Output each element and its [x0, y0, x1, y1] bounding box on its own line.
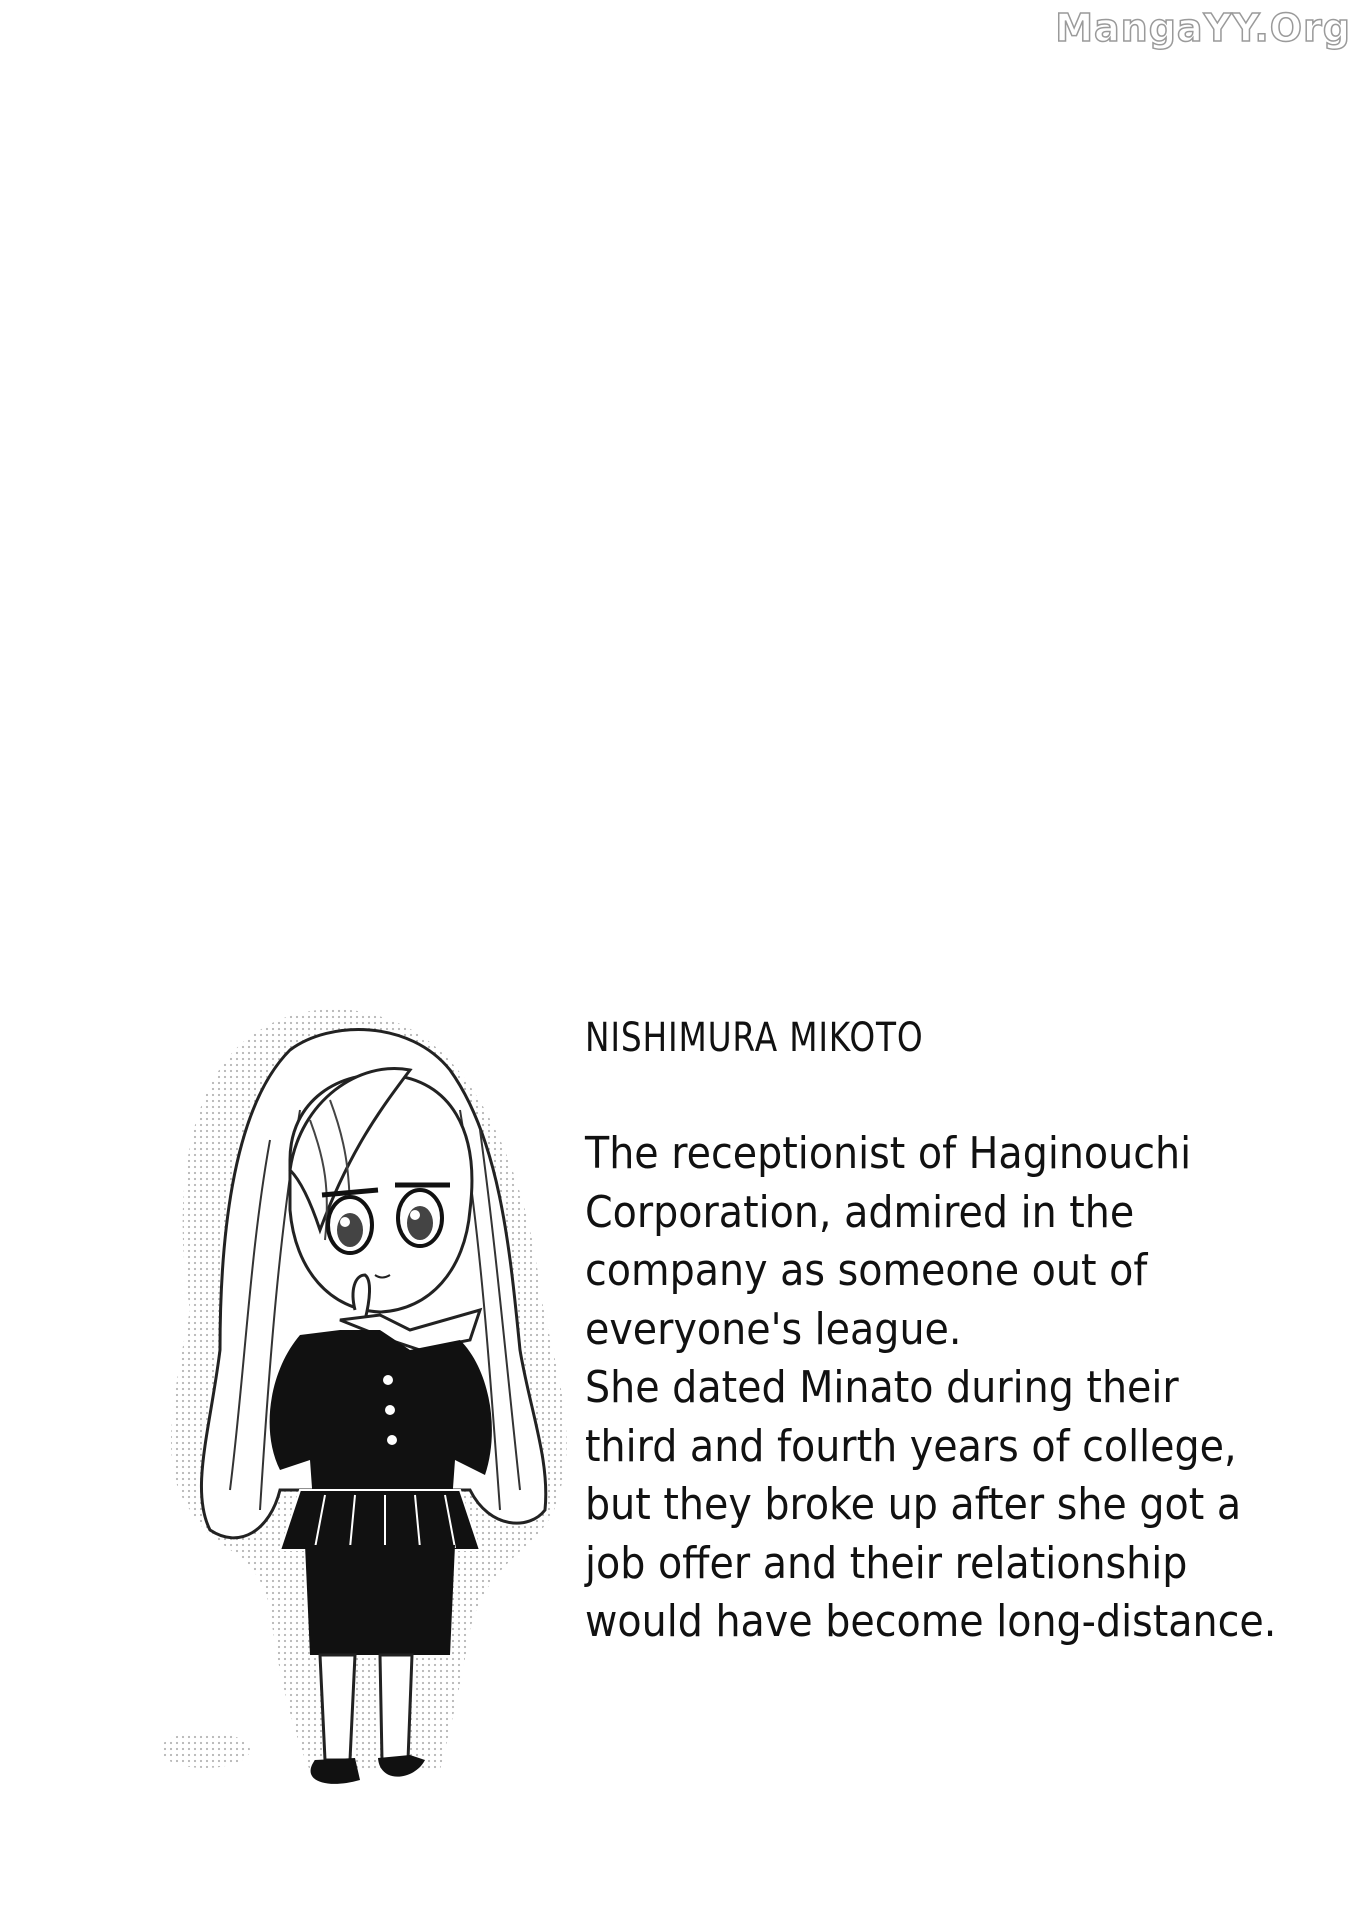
character-name: NISHIMURA MIKOTO	[585, 1015, 924, 1061]
description-line: Corporation, admired in the	[585, 1186, 1135, 1238]
description-line: company as someone out of	[585, 1245, 1148, 1296]
character-profile	[585, 1015, 1345, 1652]
description-line: third and fourth years of college,	[585, 1420, 1237, 1472]
description-line: The receptionist of Haginouchi	[585, 1128, 1192, 1179]
description-line: job offer and their relationship	[585, 1537, 1188, 1589]
description-line: would have become long-distance.	[585, 1596, 1277, 1647]
character-description	[585, 1125, 1345, 1652]
description-line: She dated Minato during their	[585, 1362, 1179, 1413]
description-line: everyone's league.	[585, 1303, 962, 1355]
chibi-character-illustration-icon	[150, 990, 600, 1790]
watermark-logo: MangaYY.Org	[1055, 6, 1351, 50]
description-line: but they broke up after she got a	[585, 1479, 1242, 1530]
